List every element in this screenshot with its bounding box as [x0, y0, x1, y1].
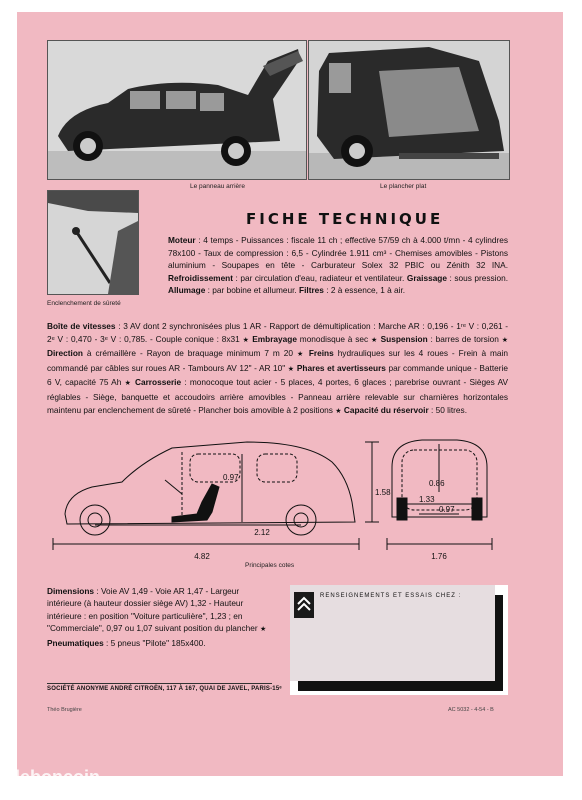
watermark: leboncoin: [15, 767, 100, 787]
text-graissage: : sous pression.: [449, 272, 509, 283]
photo-flat-floor: [308, 40, 510, 180]
car-flat-floor-illustration: [309, 41, 509, 179]
label-direction: Direction: [47, 348, 83, 359]
label-carrosserie: Carrosserie: [134, 377, 182, 388]
star-icon: ★: [370, 336, 378, 344]
dealer-stamp-area: [290, 585, 495, 681]
star-icon: ★: [501, 336, 508, 344]
safety-latch-illustration: [48, 191, 138, 294]
label-filtres: Filtres: [299, 285, 324, 296]
caption-safety-latch: Enclenchement de sûreté: [47, 300, 121, 307]
footer-company: SOCIÉTÉ ANONYME ANDRÉ CITROËN, 117 À 167, QUAI DE JAVEL, PARIS-15ᵉ: [47, 686, 282, 692]
text-direction: à crémaillère - Rayon de braquage minimum 7 m 20: [86, 348, 293, 359]
caption-diagram: Principales cotes: [245, 562, 295, 569]
label-suspension: Suspension: [380, 333, 428, 344]
tech-specs-engine: [168, 234, 508, 297]
dimensions-text: [47, 585, 272, 649]
footer-ref: AC 5032 - 4-54 - B: [448, 707, 494, 713]
footer-printer: Théo Brugière: [47, 707, 82, 713]
text-dimensions: : Voie AV 1,49 - Voie AR 1,47 - Largeur intérieure (à hauteur dossier siège AV) 1,32 - Hauteur intérieure : en position "Voiture particulière", 1,23 ; en "Commerciale", 0,97 ou 1,07 suivant position du plancher: [47, 586, 258, 634]
citroen-logo-icon: [294, 592, 314, 618]
star-icon: ★: [335, 407, 342, 415]
label-capacite: Capacité du réservoir: [343, 404, 429, 415]
label-dimensions: Dimensions: [47, 586, 95, 596]
label-pneumatiques: Pneumatiques: [47, 637, 104, 648]
photo-safety-latch: [47, 190, 139, 295]
label-length: 4.82: [194, 552, 210, 561]
label-wheelbase: 2.12: [254, 528, 270, 537]
text-carrosserie: : monocoque tout acier - 5 places, 4 portes, 6 glaces ; parebrise ouvrant - Sièges AV réglables - Siège, banquette et accoudoirs arrière amovibles - Panneau arrière relevable sur charnières horizontales maintenu par enclenchement de sûreté - Plancher bois amovible à 2 positions: [47, 377, 509, 415]
label-height: 1.58: [375, 488, 391, 497]
label-moteur: Moteur: [168, 235, 196, 245]
star-icon: ★: [242, 336, 250, 344]
photo-rear-panel: [47, 40, 307, 180]
text-filtres: : 2 à essence, 1 à air.: [326, 285, 406, 296]
dealer-box: [290, 585, 508, 695]
label-rear-opening-height: 0.86: [429, 479, 445, 488]
label-interior-height: 0.97: [223, 473, 239, 482]
label-boite: Boîte de vitesses: [47, 321, 116, 331]
label-graissage: Graissage: [406, 272, 447, 283]
star-icon: ★: [124, 380, 132, 388]
dimensions-diagram: [47, 432, 507, 574]
text-moteur: : 4 temps - Puissances : fiscale 11 ch ; effective 57/59 ch à 4.000 t/mn - 4 cylindres 78x100 - Taux de compression : 6,5 - Cylindrée 1.911 cm³ - Chemises amovibles - Pistons aluminium - Soupapes en tête - Carburateur Solex 32 PBIC ou Zénith 32 INA.: [168, 235, 508, 271]
text-pneumatiques: : 5 pneus "Pilote" 185x400.: [106, 637, 206, 648]
page-title: FICHE TECHNIQUE: [246, 210, 444, 228]
text-embrayage: monodisque à sec: [299, 333, 369, 344]
label-refroidissement: Refroidissement: [168, 272, 234, 283]
text-phares: par commande unique - Batterie 6 V, capacité 75 Ah: [47, 362, 509, 388]
star-icon: ★: [259, 626, 267, 634]
label-embrayage: Embrayage: [252, 333, 297, 344]
star-icon: ★: [287, 365, 295, 373]
label-freins: Freins: [308, 348, 334, 359]
text-capacite: : 50 litres.: [431, 404, 467, 415]
text-boite: : 3 AV dont 2 synchronisées plus 1 AR - Rapport de démultiplication : Marche AR : 0,196 - 1ʳᵉ V : 0,261 - 2ᵉ V : 0,470 - 3ᵉ V : 0,785. - Couple conique : 8x31: [47, 321, 508, 344]
label-phares: Phares et avertisseurs: [296, 362, 386, 373]
car-rear-panel-illustration: [48, 41, 306, 179]
label-rear-width: 1.33: [419, 495, 435, 504]
text-freins: hydrauliques sur les 4 roues - Frein à main commandé par câbles sur roues AR - Tambours AV 12" - AR 10": [47, 348, 509, 373]
dealer-label: RENSEIGNEMENTS ET ESSAIS CHEZ :: [320, 593, 462, 599]
text-refroidissement: : par circulation d'eau, radiateur et ventilateur.: [235, 272, 405, 283]
text-suspension: : barres de torsion: [430, 333, 499, 344]
footer-divider: [47, 683, 272, 684]
label-rear-opening-width: 0.97: [439, 505, 455, 514]
star-icon: ★: [296, 351, 305, 359]
label-width: 1.76: [431, 552, 447, 561]
text-allumage: : par bobine et allumeur.: [207, 285, 297, 296]
caption-rear-panel: Le panneau arrière: [190, 183, 245, 190]
caption-flat-floor: Le plancher plat: [380, 183, 427, 190]
label-allumage: Allumage: [168, 285, 206, 296]
tech-specs-chassis: [47, 320, 508, 418]
